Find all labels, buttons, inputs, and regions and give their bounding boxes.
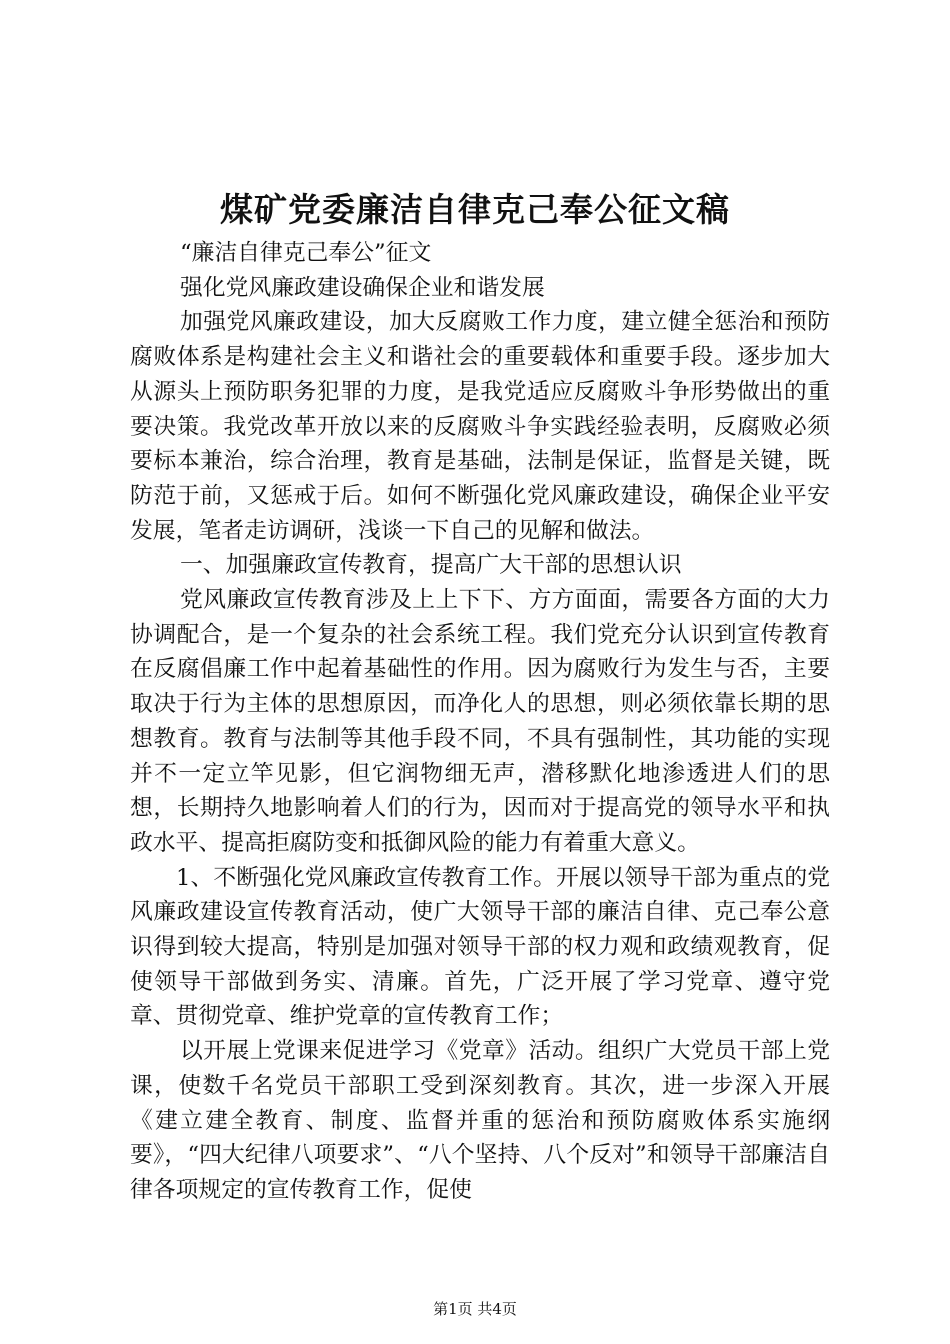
paragraph-party-lecture: 以开展上党课来促进学习《党章》活动。组织广大党员干部上党课，使数千名党员干部职工受到深刻教育。其次，进一步深入开展《建立建全教育、制度、监督并重的惩治和预防腐败体系实施纲要》，“四大纪律八项要求”、“八个坚持、八个反对”和领导干部廉洁自律各项规定的宣传教育工作，促使 xyxy=(130,1038,830,1203)
document-title: 煤矿党委廉洁自律克己奉公征文稿 xyxy=(220,190,730,229)
paragraph-essay-label: “廉洁自律克己奉公”征文 xyxy=(180,240,432,266)
document-body xyxy=(130,236,830,1208)
section-heading-1: 一、加强廉政宣传教育，提高广大干部的思想认识 xyxy=(180,552,682,579)
paragraph-subtitle: 强化党风廉政建设确保企业和谐发展 xyxy=(180,274,545,301)
paragraph-item-1: 1、不断强化党风廉政宣传教育工作。开展以领导干部为重点的党风廉政建设宣传教育活动，使广大领导干部的廉洁自律、克己奉公意识得到较大提高，特别是加强对领导干部的权力观和政绩观教育，促使领导干部做到务实、清廉。首先，广泛开展了学习党章、遵守党章、贯彻党章、维护党章的宣传教育工作； xyxy=(130,864,830,1030)
paragraph-intro: 加强党风廉政建设，加大反腐败工作力度，建立健全惩治和预防腐败体系是构建社会主义和谐社会的重要载体和重要手段。逐步加大从源头上预防职务犯罪的力度，是我党适应反腐败斗争形势做出的重要决策。我党改革开放以来的反腐败斗争实践经验表明，反腐败必须要标本兼治，综合治理，教育是基础，法制是保证，监督是关键，既防范于前，又惩戒于后。如何不断强化党风廉政建设，确保企业平安发展，笔者走访调研，浅谈一下自己的见解和做法。 xyxy=(130,309,830,544)
paragraph-section-1: 党风廉政宣传教育涉及上上下下、方方面面，需要各方面的大力协调配合，是一个复杂的社会系统工程。我们党充分认识到宣传教育在反腐倡廉工作中起着基础性的作用。因为腐败行为发生与否，主要取决于行为主体的思想原因，而净化人的思想，则必须依靠长期的思想教育。教育与法制等其他手段不同，不具有强制性，其功能的实现并不一定立竿见影，但它润物细无声，潜移默化地渗透进人们的思想，长期持久地影响着人们的行为，因而对于提高党的领导水平和执政水平、提高拒腐防变和抵御风险的能力有着重大意义。 xyxy=(130,587,830,856)
page-footer: 第1页 共4页 xyxy=(433,1300,517,1318)
